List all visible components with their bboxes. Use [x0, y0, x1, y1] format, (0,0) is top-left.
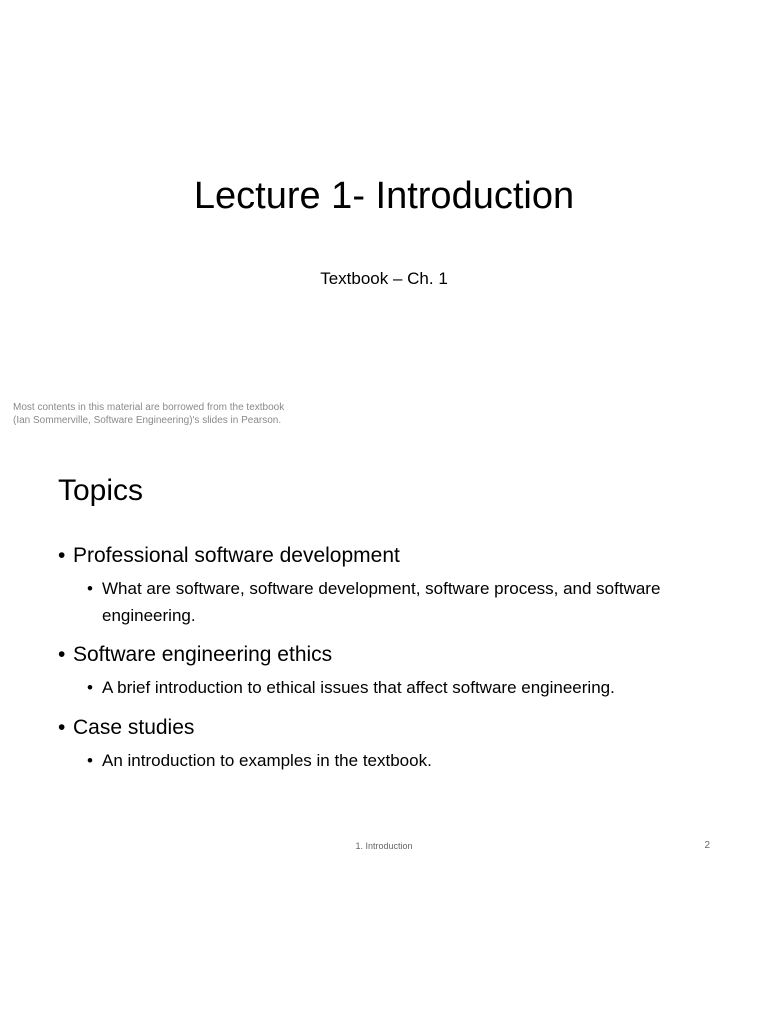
lecture-subtitle: Textbook – Ch. 1	[320, 269, 448, 288]
topics-slide	[0, 440, 768, 1024]
topic-sublist	[58, 575, 718, 629]
topics-heading: Topics	[58, 474, 144, 507]
credit-note	[13, 401, 353, 427]
slide-page-number: 2	[704, 840, 710, 851]
topic-subitem: • A brief introduction to ethical issues that affect software engineering.	[87, 674, 718, 701]
slide-footer-title: 1. Introduction	[355, 841, 413, 851]
topic-subitem: • What are software, software development, software process, and software engineering.	[87, 575, 718, 629]
topics-list	[58, 542, 718, 774]
topic-item	[58, 641, 718, 701]
topic-label: • Software engineering ethics	[58, 641, 718, 668]
topic-item	[58, 542, 718, 629]
title-slide	[0, 0, 768, 440]
credit-line-1: Most contents in this material are borrowed from the textbook	[13, 402, 285, 413]
topic-sublist	[58, 747, 718, 774]
lecture-title: Lecture 1- Introduction	[193, 175, 575, 217]
topic-label: • Professional software development	[58, 542, 718, 569]
topic-sublist	[58, 674, 718, 701]
topic-subitem: • An introduction to examples in the textbook.	[87, 747, 718, 774]
topic-label: • Case studies	[58, 714, 718, 741]
credit-line-2: (Ian Sommerville, Software Engineering)'s slides in Pearson.	[13, 415, 282, 426]
topic-item	[58, 714, 718, 774]
